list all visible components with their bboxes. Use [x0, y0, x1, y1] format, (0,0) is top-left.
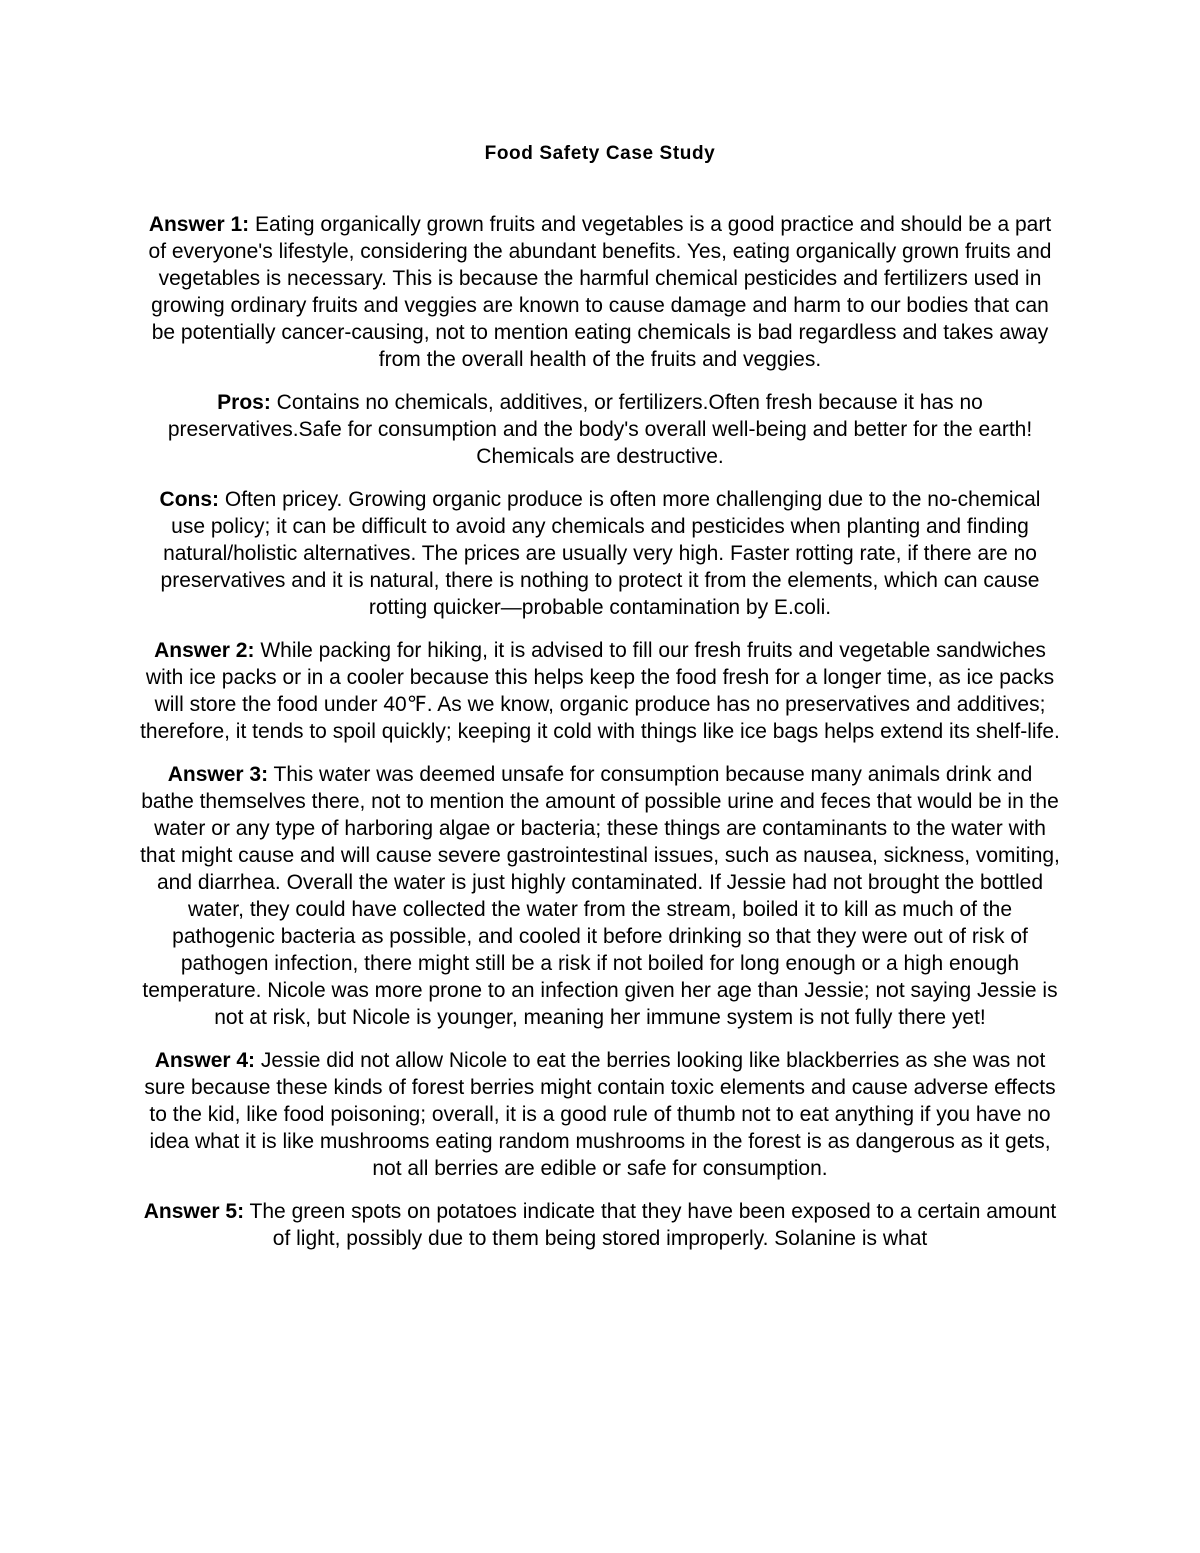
answer-2-paragraph — [140, 637, 1060, 745]
answer-4-paragraph — [140, 1047, 1060, 1182]
answer-2-text: While packing for hiking, it is advised to fill our fresh fruits and vegetable sandwiches with ice packs or in a cooler because this helps keep the food fresh for a longer time, as ice packs will store the food under 40℉. As we know, organic produce has no preservatives and additives; therefore, it tends to spoil quickly; keeping it cold with things like ice bags helps extend its shelf-life. — [140, 639, 1060, 743]
answer-5-paragraph — [140, 1198, 1060, 1252]
answer-1-paragraph — [140, 211, 1060, 373]
answer-3-text: This water was deemed unsafe for consumption because many animals drink and bathe themselves there, not to mention the amount of possible urine and feces that would be in the water or any type of harboring algae or bacteria; these things are contaminants to the water with that might cause and will cause severe gastrointestinal issues, such as nausea, sickness, vomiting, and diarrhea. Overall the water is just highly contaminated. If Jessie had not brought the bottled water, they could have collected the water from the stream, boiled it to kill as much of the pathogenic bacteria as possible, and cooled it before drinking so that they were out of risk of pathogen infection, there might still be a risk if not boiled for long enough or a high enough temperature. Nicole was more prone to an infection given her age than Jessie; not saying Jessie is not at risk, but Nicole is younger, meaning her immune system is not fully there yet! — [140, 763, 1060, 1029]
pros-text: Contains no chemicals, additives, or fertilizers.Often fresh because it has no preservatives.Safe for consumption and the body's overall well-being and better for the earth! Chemicals are destructive. — [167, 391, 1033, 468]
answer-1-text: Eating organically grown fruits and vegetables is a good practice and should be a part of everyone's lifestyle, considering the abundant benefits. Yes, eating organically grown fruits and vegetables is necessary. This is because the harmful chemical pesticides and fertilizers used in growing ordinary fruits and veggies are known to cause damage and harm to our bodies that can be potentially cancer-causing, not to mention eating chemicals is bad regardless and takes away from the overall health of the fruits and veggies. — [148, 213, 1052, 371]
cons-label: Cons: — [159, 488, 220, 511]
cons-paragraph — [140, 486, 1060, 621]
answer-5-label: Answer 5: — [143, 1200, 245, 1223]
pros-label: Pros: — [217, 391, 271, 414]
answer-5-text: The green spots on potatoes indicate that they have been exposed to a certain amount of light, possibly due to them being stored improperly. Solanine is what — [244, 1200, 1057, 1250]
answer-4-text: Jessie did not allow Nicole to eat the berries looking like blackberries as she was not sure because these kinds of forest berries might contain toxic elements and cause adverse effects to the kid, like food poisoning; overall, it is a good rule of thumb not to eat anything if you have no idea what it is like mushrooms eating random mushrooms in the forest is as dangerous as it gets, not all berries are edible or safe for consumption. — [144, 1049, 1056, 1180]
answer-1-label: Answer 1: — [148, 213, 250, 236]
answer-3-label: Answer 3: — [167, 763, 269, 786]
answer-4-label: Answer 4: — [154, 1049, 256, 1072]
document-body — [140, 211, 1060, 1268]
answer-3-paragraph — [140, 761, 1060, 1031]
answer-2-label: Answer 2: — [154, 639, 255, 662]
page-title: Food Safety Case Study — [484, 143, 716, 164]
cons-text: Often pricey. Growing organic produce is often more challenging due to the no-chemical use policy; it can be difficult to avoid any chemicals and pesticides when planting and finding natural/holistic alternatives. The prices are usually very high. Faster rotting rate, if there are no preservatives and it is natural, there is nothing to protect it from the elements, which can cause rotting quicker—probable contamination by E.coli. — [160, 488, 1041, 619]
pros-paragraph — [140, 389, 1060, 470]
